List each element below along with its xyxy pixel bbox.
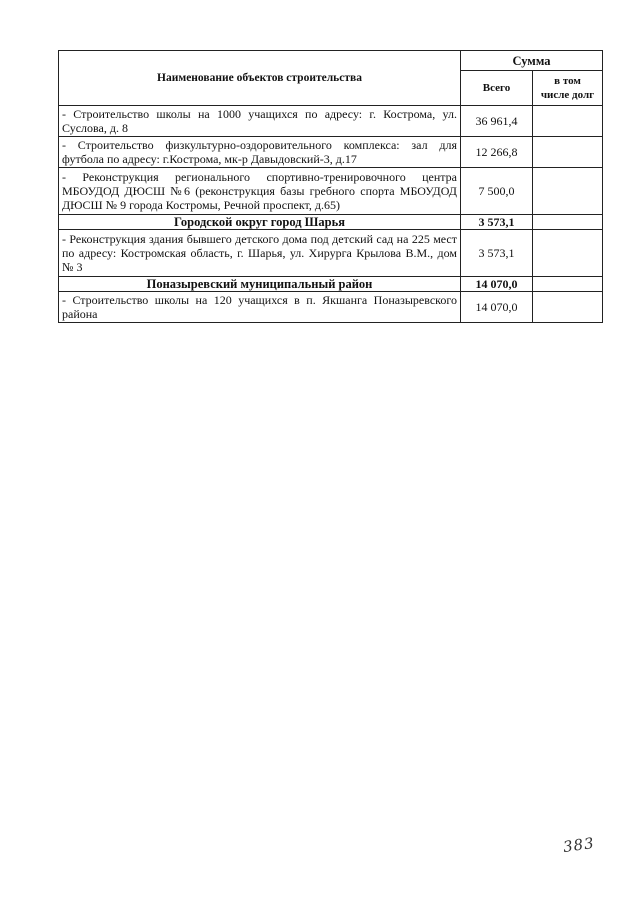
table-row [59, 292, 603, 323]
object-debt [533, 106, 603, 137]
group-row [59, 215, 603, 230]
group-total: 3 573,1 [461, 215, 533, 230]
group-row [59, 277, 603, 292]
construction-objects-table [58, 50, 603, 323]
handwritten-page-number: 383 [561, 833, 596, 857]
object-name: - Строительство школы на 120 учащихся в п. Якшанга Поназыревского района [59, 292, 461, 323]
header-object-name: Наименование объектов строительства [59, 51, 461, 106]
object-debt [533, 137, 603, 168]
table-row [59, 168, 603, 215]
object-name: - Строительство физкультурно-оздоровительного комплекса: зал для футбола по адресу: г.Кострома, мк-р Давыдовский-3, д.17 [59, 137, 461, 168]
header-debt-line2: числе долг [540, 89, 595, 101]
object-total: 14 070,0 [461, 292, 533, 323]
table-row [59, 106, 603, 137]
object-debt [533, 230, 603, 277]
table-row [59, 137, 603, 168]
object-total: 7 500,0 [461, 168, 533, 215]
object-name: - Строительство школы на 1000 учащихся по адресу: г. Кострома, ул. Суслова, д. 8 [59, 106, 461, 137]
group-name: Поназыревский муниципальный район [59, 277, 461, 292]
header-sum: Сумма [461, 51, 603, 71]
header-debt [533, 71, 603, 106]
table-row [59, 230, 603, 277]
object-name: - Реконструкция регионального спортивно-тренировочного центра МБОУДОД ДЮСШ №6 (реконструкция базы гребного спорта МБОУДОД ДЮСШ № 9 города Костромы, Речной проспект, д.65) [59, 168, 461, 215]
table-header-row [59, 51, 603, 71]
header-total: Всего [461, 71, 533, 106]
object-total: 36 961,4 [461, 106, 533, 137]
object-total: 12 266,8 [461, 137, 533, 168]
object-name: - Реконструкция здания бывшего детского дома под детский сад на 225 мест по адресу: Костромская область, г. Шарья, ул. Хирурга Крылова В.М., дом № 3 [59, 230, 461, 277]
group-debt [533, 277, 603, 292]
object-debt [533, 292, 603, 323]
group-name: Городской округ город Шарья [59, 215, 461, 230]
object-debt [533, 168, 603, 215]
object-total: 3 573,1 [461, 230, 533, 277]
group-debt [533, 215, 603, 230]
header-debt-line1: в том [554, 75, 581, 87]
group-total: 14 070,0 [461, 277, 533, 292]
